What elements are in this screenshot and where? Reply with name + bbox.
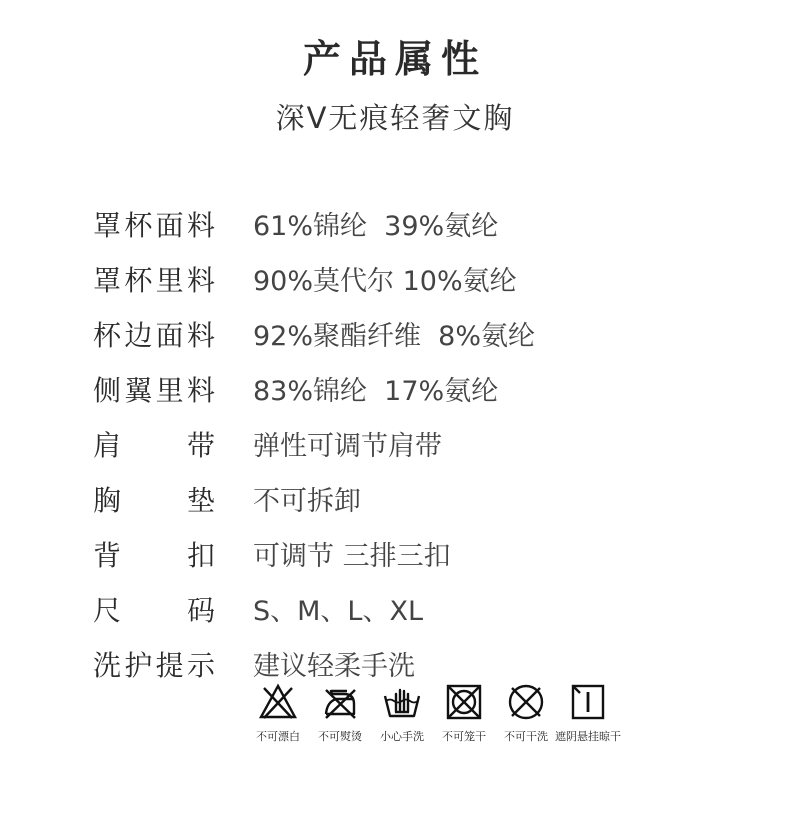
care-item [371,682,433,744]
attribute-value: 83%锦纶 17%氨纶 [253,376,499,407]
care-item [557,682,619,744]
attribute-value: 弹性可调节肩带 [253,431,442,462]
line-dry-shade-icon [568,682,608,722]
attribute-row [93,251,753,306]
no-dry-clean-icon [506,682,546,722]
attribute-value: 可调节 三排三扣 [253,541,451,572]
care-item [309,682,371,744]
no-tumble-dry-icon [444,682,484,722]
attribute-value: 61%锦纶 39%氨纶 [253,211,499,242]
attribute-row [93,581,753,636]
care-caption: 不可漂白 [256,730,300,743]
no-iron-icon [320,682,360,722]
attribute-value: 不可拆卸 [253,486,361,517]
attribute-label: 胸 垫 [93,483,215,517]
care-caption: 不可笼干 [442,730,486,743]
attribute-label: 侧 翼 里 料 [93,373,215,407]
care-caption: 遮阴悬挂晾干 [555,730,621,743]
attribute-row [93,526,753,581]
attribute-value: 建议轻柔手洗 [253,651,415,682]
no-bleach-icon [258,682,298,722]
attribute-label: 罩 杯 里 料 [93,263,215,297]
care-item [495,682,557,744]
attribute-row [93,471,753,526]
care-item [433,682,495,744]
care-caption: 不可干洗 [504,730,548,743]
care-caption: 不可熨烫 [318,730,362,743]
attribute-list [93,196,753,691]
care-item [247,682,309,744]
attribute-row [93,361,753,416]
attribute-row [93,306,753,361]
attribute-label: 肩 带 [93,428,215,462]
care-caption: 小心手洗 [380,730,424,743]
attribute-value: S、M、L、XL [253,596,424,627]
care-instructions [247,682,619,744]
page-title: 产品属性 [302,37,487,81]
attribute-label: 罩 杯 面 料 [93,208,215,242]
hand-wash-icon [382,682,422,722]
attribute-value: 92%聚酯纤维 8%氨纶 [253,321,536,352]
attribute-label: 洗 护 提 示 [93,648,215,682]
attribute-label: 杯 边 面 料 [93,318,215,352]
attribute-label: 背 扣 [93,538,215,572]
attribute-label: 尺 码 [93,593,215,627]
attribute-row [93,416,753,471]
attribute-value: 90%莫代尔 10%氨纶 [253,266,517,297]
attribute-row [93,196,753,251]
product-name: 深V无痕轻奢文胸 [275,101,515,135]
